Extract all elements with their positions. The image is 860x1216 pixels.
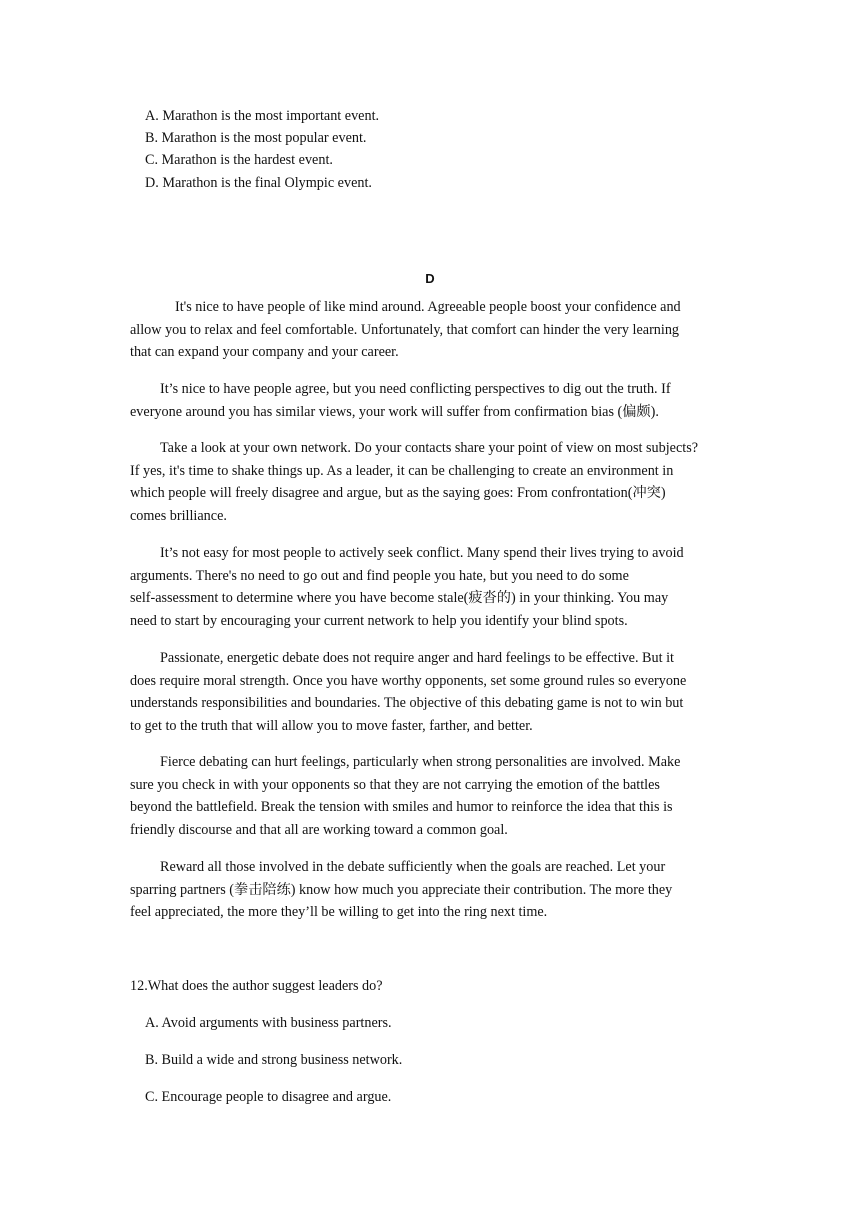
paragraph-line: everyone around you has similar views, your work will suffer from confirmation bias (偏颇).: [130, 403, 659, 420]
prev-option-c: C. Marathon is the hardest event.: [145, 152, 333, 168]
paragraph-line: Reward all those involved in the debate sufficiently when the goals are reached. Let your: [160, 859, 666, 875]
paragraph-line: does require moral strength. Once you have worthy opponents, set some ground rules so everyone: [130, 672, 687, 689]
paragraph-line: need to start by encouraging your current network to help you identify your blind spots.: [130, 612, 628, 629]
prev-option-d: D. Marathon is the final Olympic event.: [145, 175, 372, 191]
paragraph-line: understands responsibilities and boundaries. The objective of this debating game is not to win but: [130, 695, 684, 712]
paragraph-line: It’s nice to have people agree, but you need conflicting perspectives to dig out the truth. If: [160, 381, 671, 397]
passage-paragraph-6: [130, 751, 745, 841]
paragraph-line: If yes, it's time to shake things up. As a leader, it can be challenging to create an environment in: [130, 462, 674, 479]
paragraph-line: self-assessment to determine where you have become stale(疲沓的) in your thinking. You may: [130, 590, 669, 607]
paragraph-line: which people will freely disagree and argue, but as the saying goes: From confrontation(冲突): [130, 485, 666, 502]
prev-option-a: A. Marathon is the most important event.: [145, 108, 380, 124]
passage-paragraph-4: [130, 542, 745, 632]
paragraph-line: sure you check in with your opponents so that they are not carrying the emotion of the battles: [130, 776, 660, 793]
paragraph-line: beyond the battlefield. Break the tension with smiles and humor to reinforce the idea that this is: [130, 799, 673, 816]
passage-paragraph-3: [130, 437, 745, 527]
question-option-b: B. Build a wide and strong business network.: [145, 1052, 403, 1068]
paragraph-line: Fierce debating can hurt feelings, particularly when strong personalities are involved. Make: [160, 754, 681, 770]
paragraph-line: It's nice to have people of like mind around. Agreeable people boost your confidence and: [175, 299, 681, 315]
section-heading: D: [425, 271, 435, 286]
question-option-a: A. Avoid arguments with business partners.: [145, 1015, 392, 1031]
paragraph-line: Take a look at your own network. Do your contacts share your point of view on most subjects?: [160, 440, 699, 456]
paragraph-line: that can expand your company and your career.: [130, 344, 399, 361]
passage-paragraph-2: [130, 378, 745, 423]
paragraph-line: sparring partners (拳击陪练) know how much you appreciate their contribution. The more they: [130, 881, 673, 898]
passage-paragraph-5: [130, 647, 745, 737]
passage-paragraph-7: [130, 856, 745, 924]
paragraph-line: It’s not easy for most people to actively seek conflict. Many spend their lives trying to avoid: [160, 545, 684, 561]
paragraph-line: allow you to relax and feel comfortable. Unfortunately, that comfort can hinder the very learning: [130, 321, 680, 338]
question-option-c: C. Encourage people to disagree and argue.: [145, 1089, 392, 1105]
paragraph-line: friendly discourse and that all are working toward a common goal.: [130, 821, 508, 838]
paragraph-line: Passionate, energetic debate does not require anger and hard feelings to be effective. But it: [160, 650, 674, 666]
paragraph-line: feel appreciated, the more they’ll be willing to get into the ring next time.: [130, 904, 548, 921]
prev-option-b: B. Marathon is the most popular event.: [145, 130, 367, 146]
passage-paragraph-1: [130, 296, 745, 364]
question-stem: 12.What does the author suggest leaders do?: [130, 978, 383, 994]
paragraph-line: arguments. There's no need to go out and find people you hate, but you need to do some: [130, 567, 629, 584]
paragraph-line: to get to the truth that will allow you to move faster, farther, and better.: [130, 717, 533, 734]
paragraph-line: comes brilliance.: [130, 507, 227, 524]
